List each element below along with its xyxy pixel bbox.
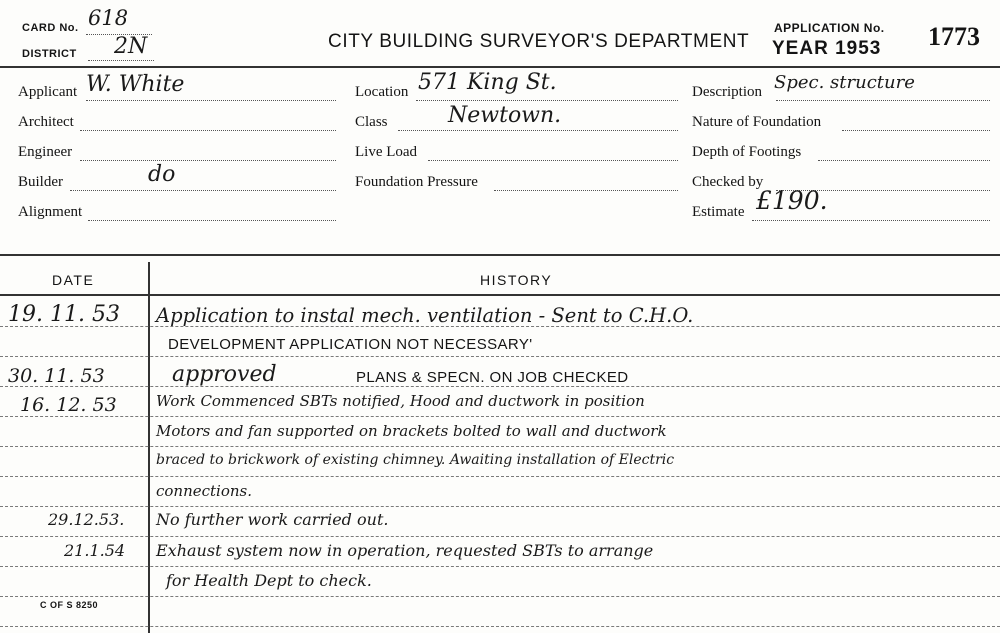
table-top-rule xyxy=(0,254,1000,256)
alignment-label: Alignment xyxy=(18,204,83,220)
estimate-label: Estimate xyxy=(692,204,745,220)
history-entry-date: 19. 11. 53 xyxy=(8,302,120,327)
architect-dotted-line xyxy=(80,130,336,131)
depth-of-footings-label: Depth of Footings xyxy=(692,144,802,160)
district-label: DISTRICT xyxy=(22,48,77,60)
checked-by-label: Checked by xyxy=(692,174,764,190)
card-no-value: 618 xyxy=(88,6,129,30)
history-entry-date: 16. 12. 53 xyxy=(20,394,117,416)
ruled-row xyxy=(0,356,1000,357)
builder-label: Builder xyxy=(18,174,63,190)
date-column-divider xyxy=(148,262,150,633)
class-value: Newtown. xyxy=(448,103,562,128)
live-load-dotted-line xyxy=(428,160,678,161)
alignment-dotted-line xyxy=(88,220,336,221)
ruled-row xyxy=(0,446,1000,447)
ruled-row xyxy=(0,566,1000,567)
estimate-dotted-line xyxy=(752,220,990,221)
applicant-value: W. White xyxy=(86,72,185,97)
history-entry-line: Work Commenced SBTs notified, Hood and ductwork in position xyxy=(156,392,645,410)
engineer-dotted-line xyxy=(80,160,336,161)
foundation-pressure-dotted-line xyxy=(494,190,678,191)
header-divider xyxy=(0,66,1000,68)
table-header-rule xyxy=(0,294,1000,296)
ruled-row xyxy=(0,506,1000,507)
description-label: Description xyxy=(692,84,762,100)
history-entry-date: 21.1.54 xyxy=(64,541,126,560)
applicant-dotted-line xyxy=(86,100,336,101)
builder-value: do xyxy=(148,162,176,187)
class-dotted-line xyxy=(398,130,678,131)
department-title: CITY BUILDING SURVEYOR'S DEPARTMENT xyxy=(328,31,750,52)
history-entry-line: for Health Dept to check. xyxy=(166,571,372,590)
history-entry-line: Application to instal mech. ventilation - Sent to C.H.O. xyxy=(156,304,694,327)
application-number: 1773 xyxy=(928,22,980,51)
location-dotted-line xyxy=(416,100,678,101)
ruled-row xyxy=(0,476,1000,477)
engineer-label: Engineer xyxy=(18,144,73,160)
ruled-row xyxy=(0,416,1000,417)
description-value: Spec. structure xyxy=(774,72,915,93)
builder-dotted-line xyxy=(70,190,336,191)
history-entry-line: Exhaust system now in operation, requested SBTs to arrange xyxy=(156,541,654,560)
date-column-header: DATE xyxy=(52,272,95,288)
live-load-label: Live Load xyxy=(355,144,418,160)
history-entry-stamp: DEVELOPMENT APPLICATION NOT NECESSARY' xyxy=(168,336,533,353)
location-value: 571 King St. xyxy=(418,70,557,95)
ruled-row xyxy=(0,386,1000,387)
ruled-row xyxy=(0,626,1000,627)
district-dotted-line xyxy=(88,60,154,61)
history-entry-stamp: PLANS & SPECN. ON JOB CHECKED xyxy=(356,369,629,386)
ruled-row xyxy=(0,536,1000,537)
application-no-label: APPLICATION No. xyxy=(774,21,885,35)
class-label: Class xyxy=(355,114,388,130)
description-dotted-line xyxy=(776,100,990,101)
form-code: C OF S 8250 xyxy=(40,600,99,610)
history-entry-date: 29.12.53. xyxy=(48,510,125,529)
history-entry-line: No further work carried out. xyxy=(156,510,389,529)
estimate-value: £190. xyxy=(756,186,828,215)
history-entry-date: 30. 11. 53 xyxy=(8,365,105,387)
history-entry-line: Motors and fan supported on brackets bolted to wall and ductwork xyxy=(156,422,667,440)
applicant-label: Applicant xyxy=(18,84,78,100)
history-entry-line: connections. xyxy=(156,482,253,500)
nature-of-foundation-label: Nature of Foundation xyxy=(692,114,822,130)
history-column-header: HISTORY xyxy=(480,272,553,288)
district-value: 2N xyxy=(114,34,148,59)
foundation-pressure-label: Foundation Pressure xyxy=(355,174,478,190)
depth-of-footings-dotted-line xyxy=(818,160,990,161)
history-entry-line: braced to brickwork of existing chimney. Awaiting installation of Electric xyxy=(156,452,675,468)
history-entry-line: approved xyxy=(172,362,277,387)
nature-of-foundation-dotted-line xyxy=(842,130,990,131)
ruled-row xyxy=(0,596,1000,597)
year-label: YEAR 1953 xyxy=(772,38,882,59)
architect-label: Architect xyxy=(18,114,74,130)
location-label: Location xyxy=(355,84,409,100)
card-no-label: CARD No. xyxy=(22,22,79,34)
